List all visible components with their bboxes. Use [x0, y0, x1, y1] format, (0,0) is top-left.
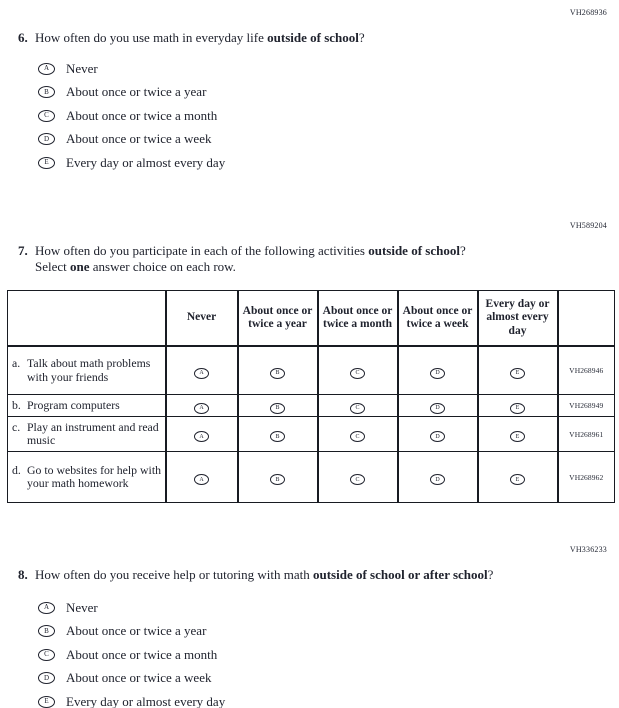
answer-cell-a-B[interactable]	[238, 346, 318, 395]
answer-cell-b-C[interactable]	[318, 395, 398, 417]
row-item-code: VH268949	[558, 395, 615, 417]
answer-cell-b-B[interactable]	[238, 395, 318, 417]
option-label: Every day or almost every day	[66, 693, 226, 708]
answer-cell-d-D[interactable]	[398, 452, 478, 503]
answer-option-B[interactable]	[38, 619, 619, 643]
table-header-row	[8, 291, 615, 347]
question-7	[18, 243, 619, 275]
answer-option-D[interactable]	[38, 666, 619, 690]
question-6-options	[38, 57, 619, 175]
answer-cell-d-E[interactable]	[478, 452, 558, 503]
option-label: Never	[66, 599, 98, 615]
table-row-a	[8, 346, 615, 395]
item-code-q7: VH589204	[569, 221, 607, 231]
answer-cell-c-B[interactable]	[238, 417, 318, 452]
row-text: Program computers	[27, 397, 120, 412]
answer-option-E[interactable]	[38, 151, 619, 175]
table-corner-blank	[8, 291, 166, 347]
row-text: Play an instrument and read music	[27, 419, 159, 448]
row-item-code: VH268946	[558, 346, 615, 395]
radio-oval-icon-E[interactable]: E	[510, 368, 525, 379]
row-letter: b.	[12, 397, 21, 412]
radio-oval-icon-B[interactable]: B	[270, 368, 285, 379]
question-7-prompt: How often do you participate in each of the following activities outside of school? Select one answer choice on each row.	[35, 243, 466, 275]
answer-option-C[interactable]	[38, 643, 619, 667]
radio-oval-icon-A[interactable]: A	[38, 63, 55, 75]
radio-oval-icon-C[interactable]: C	[350, 474, 365, 485]
table-row-c	[8, 417, 615, 452]
answer-cell-d-C[interactable]	[318, 452, 398, 503]
option-label: About once or twice a month	[66, 107, 218, 123]
question-7-number: 7.	[18, 243, 28, 259]
radio-oval-icon-C[interactable]: C	[38, 649, 55, 661]
activity-label	[8, 417, 166, 452]
radio-oval-icon-B[interactable]: B	[38, 625, 55, 637]
option-label: About once or twice a year	[66, 623, 207, 639]
radio-oval-icon-D[interactable]: D	[38, 672, 55, 684]
radio-oval-icon-A[interactable]: A	[38, 602, 55, 614]
answer-cell-c-C[interactable]	[318, 417, 398, 452]
answer-option-A[interactable]	[38, 57, 619, 81]
radio-oval-icon-C[interactable]: C	[350, 431, 365, 442]
activity-label	[8, 452, 166, 503]
row-letter: d.	[12, 462, 21, 477]
option-label: Never	[66, 60, 98, 76]
question-8-prompt: How often do you receive help or tutoring with math outside of school or after school?	[35, 567, 494, 583]
answer-cell-d-A[interactable]	[166, 452, 238, 503]
question-6-number: 6.	[18, 30, 28, 45]
answer-cell-a-C[interactable]	[318, 346, 398, 395]
option-label: Every day or almost every day	[66, 154, 226, 170]
radio-oval-icon-B[interactable]: B	[270, 403, 285, 414]
answer-option-D[interactable]	[38, 127, 619, 151]
row-text: Talk about math problems with your friends	[27, 356, 151, 384]
option-label: About once or twice a year	[66, 84, 207, 100]
question-8	[18, 567, 619, 583]
table-row-b	[8, 395, 615, 417]
radio-oval-icon-A[interactable]: A	[194, 474, 209, 485]
activity-label	[8, 395, 166, 417]
radio-oval-icon-D[interactable]: D	[38, 133, 55, 145]
answer-cell-a-D[interactable]	[398, 346, 478, 395]
radio-oval-icon-B[interactable]: B	[270, 431, 285, 442]
row-letter: c.	[12, 419, 21, 434]
question-6	[18, 30, 619, 46]
option-label: About once or twice a week	[66, 131, 212, 147]
answer-cell-c-E[interactable]	[478, 417, 558, 452]
radio-oval-icon-C[interactable]: C	[38, 110, 55, 122]
question-8-number: 8.	[18, 567, 28, 583]
radio-oval-icon-B[interactable]: B	[38, 86, 55, 98]
answer-cell-a-A[interactable]	[166, 346, 238, 395]
question-7-table-wrap	[7, 290, 619, 503]
activity-label	[8, 346, 166, 395]
answer-cell-b-D[interactable]	[398, 395, 478, 417]
radio-oval-icon-C[interactable]: C	[350, 403, 365, 414]
radio-oval-icon-A[interactable]: A	[194, 403, 209, 414]
radio-oval-icon-D[interactable]: D	[430, 403, 445, 414]
q7-table	[7, 290, 615, 503]
table-row-d	[8, 452, 615, 503]
answer-option-C[interactable]	[38, 104, 619, 128]
radio-oval-icon-A[interactable]: A	[194, 431, 209, 442]
column-header: About once or twice a month	[318, 291, 398, 347]
answer-option-A[interactable]	[38, 596, 619, 620]
answer-cell-c-A[interactable]	[166, 417, 238, 452]
option-label: About once or twice a month	[66, 646, 218, 662]
radio-oval-icon-D[interactable]: D	[430, 368, 445, 379]
radio-oval-icon-E[interactable]: E	[38, 157, 55, 169]
column-header: About once or twice a year	[238, 291, 318, 347]
q7-table-body	[8, 346, 615, 503]
radio-oval-icon-C[interactable]: C	[350, 368, 365, 379]
answer-cell-b-A[interactable]	[166, 395, 238, 417]
code-column-blank	[558, 291, 615, 347]
radio-oval-icon-E[interactable]: E	[510, 474, 525, 485]
answer-cell-d-B[interactable]	[238, 452, 318, 503]
answer-cell-a-E[interactable]	[478, 346, 558, 395]
answer-cell-b-E[interactable]	[478, 395, 558, 417]
q7-table-head	[8, 291, 615, 347]
column-header: Never	[166, 291, 238, 347]
radio-oval-icon-B[interactable]: B	[270, 474, 285, 485]
row-text: Go to websites for help with your math homework	[27, 462, 162, 491]
answer-cell-c-D[interactable]	[398, 417, 478, 452]
row-item-code: VH268962	[558, 452, 615, 503]
question-6-prompt: How often do you use math in everyday life outside of school?	[35, 30, 365, 45]
row-item-code: VH268961	[558, 417, 615, 452]
column-header: Every day or almost every day	[478, 291, 558, 347]
item-code-q8: VH336233	[569, 545, 607, 555]
radio-oval-icon-E[interactable]: E	[510, 431, 525, 442]
answer-option-B[interactable]	[38, 80, 619, 104]
item-code-q6: VH268936	[569, 8, 607, 17]
radio-oval-icon-E[interactable]: E	[510, 403, 525, 414]
radio-oval-icon-D[interactable]: D	[430, 431, 445, 442]
column-header: About once or twice a week	[398, 291, 478, 347]
option-label: About once or twice a week	[66, 670, 212, 686]
radio-oval-icon-D[interactable]: D	[430, 474, 445, 485]
answer-option-E[interactable]	[38, 690, 619, 708]
radio-oval-icon-E[interactable]: E	[38, 696, 55, 708]
radio-oval-icon-A[interactable]: A	[194, 368, 209, 379]
question-8-options	[38, 596, 619, 708]
row-letter: a.	[12, 356, 21, 371]
